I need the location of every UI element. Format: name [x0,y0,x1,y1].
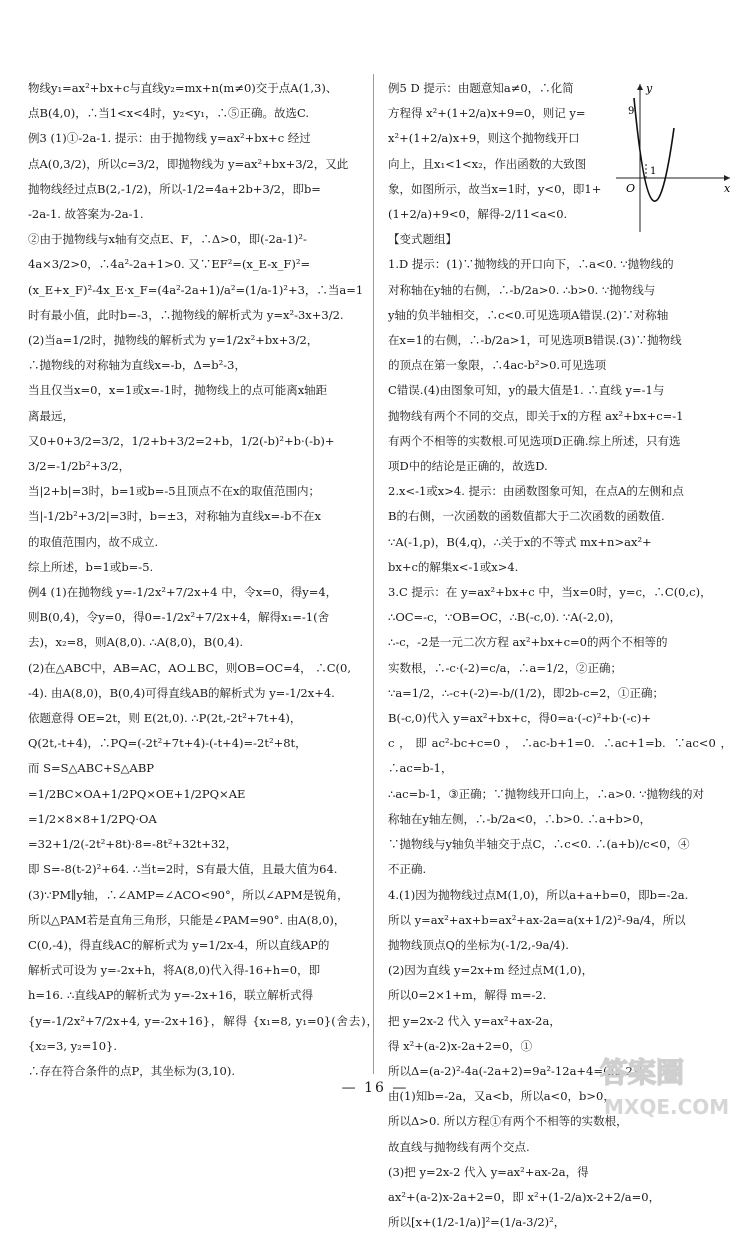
left-column-line: Q(2t,-t+4)，∴PQ=(-2t²+7t+4)-(-t+4)=-2t²+8t， [28,736,307,751]
left-column-line: 当|2+b|=3时，b=1或b=-5且顶点不在x的取值范围内； [28,484,321,499]
graph-tick-1: 1 [650,166,657,177]
left-column-line: (x_E+x_F)²-4x_E·x_F=(4a²-2a+1)/a²=(1/a-1)²+3，∴当a=1 [28,282,364,297]
parabola-graph [612,78,736,236]
right-column-line: 【变式题组】 [388,232,457,247]
left-column-line: h=16. ∴直线AP的解析式为 y=-2x+16，联立解析式得 [28,988,314,1003]
left-column-line: 解析式可设为 y=-2x+h，将A(8,0)代入得-16+h=0，即 [28,963,321,978]
right-column-line: 所以 y=ax²+ax+b=ax²+ax-2a=a(x+1/2)²-9a/4，所以 [388,912,686,927]
right-column-line: B的右侧，一次函数的函数值都大于二次函数的函数值. [388,509,665,524]
watermark-logo [590,1042,740,1122]
left-column-line: 所以△PAM若是直角三角形，只能是∠PAM=90°. 由A(8,0)， [28,912,346,927]
watermark-top-text: 答案圈 [600,1056,685,1089]
right-column-line: (2)因为直线 y=2x+m 经过点M(1,0)， [388,963,594,978]
right-column-line: 的顶点在第一象限，∴4ac-b²>0.可见选项 [388,358,607,373]
left-column-line: 物线y₁=ax²+bx+c与直线y₂=mx+n(m≠0)交于点A(1,3)、 [28,81,338,95]
left-column-line: ∴抛物线的对称轴为直线x=-b，Δ=b²-3， [28,358,246,373]
right-column-line: 3.C 提示：在 y=ax²+bx+c 中，当x=0时，y=c，∴C(0,c)， [388,585,712,600]
right-column-line: 所以[x+(1/2-1/a)]²=(1/a-3/2)²， [388,1215,566,1230]
y-axis-arrow-icon [637,84,643,90]
left-column-line: 当|-1/2b²+3/2|=3时，b=±3，对称轴为直线x=-b不在x [28,509,322,524]
graph-tick-9: 9 [628,106,635,117]
right-column-line: 所以Δ=(a-2)²-4a(-2a+2)=9a²-12a+4=(3a-2)²， [388,1063,654,1078]
left-column-line: 点A(0,3/2)，所以c=3/2，即抛物线为 y=ax²+bx+3/2，又此 [28,156,349,171]
left-column-line: 则B(0,4)，令y=0，得0=-1/2x²+7/2x+4，解得x₁=-1(舍 [28,610,330,625]
right-column-line: 把 y=2x-2 代入 y=ax²+ax-2a， [388,1013,561,1028]
right-column-line: x²+(1+2/a)x+9，则这个抛物线开口 [388,131,580,146]
watermark-bottom-text: MXQE.COM [604,1095,730,1119]
left-column-line: 抛物线经过点B(2,-1/2)，所以-1/2=4a+2b+3/2，即b= [28,181,321,196]
left-column-line: (3)∵PM∥y轴，∴∠AMP=∠ACO<90°，所以∠APM是锐角， [28,887,349,902]
left-column-line: 时有最小值，此时b=-3，∴抛物线的解析式为 y=x²-3x+3/2. [28,307,344,322]
right-column-line: 在x=1的右侧，∴-b/2a>1，可见选项B错误.(3)∵抛物线 [388,333,682,348]
right-column-line: B(-c,0)代入 y=ax²+bx+c，得0=a·(-c)²+b·(-c)+ [388,711,651,726]
right-column-line: 方程得 x²+(1+2/a)x+9=0，则记 y= [388,106,586,121]
right-column-line: (3)把 y=2x-2 代入 y=ax²+ax-2a，得 [388,1164,589,1179]
right-column-line: 向上，且x₁<1<x₂，作出函数的大致图 [388,156,587,171]
right-column-line: bx+c的解集x<-1或x>4. [388,559,519,574]
right-column-line: ∵A(-1,p)，B(4,q)，∴关于x的不等式 mx+n>ax²+ [388,534,652,549]
right-column-line: c，即ac²-bc+c=0，∴ac-b+1=0. ∴ac+1=b. ∵ac<0，∴ac=b-1， [388,736,732,776]
left-column-line: ∴存在符合条件的点P，其坐标为(3,10). [28,1063,235,1078]
graph-x-label: x [724,182,731,195]
right-column-line: 得 x²+(a-2)x-2a+2=0，① [388,1038,533,1053]
right-column-line: 对称轴在y轴的右侧，∴-b/2a>0. ∴b>0. ∵抛物线与 [388,282,656,297]
left-column-line: {y=-1/2x²+7/2x+4, y=-2x+16}，解得 {x₁=8, y₁=0}(舍去)，{x₂=3, y₂=10}. [28,1013,378,1053]
left-column-line: =1/2BC×OA+1/2PQ×OE+1/2PQ×AE [28,786,246,801]
right-column-line: ∴-c，-2是一元二次方程 ax²+bx+c=0的两个不相等的 [388,635,668,650]
left-column-line: 而 S=S△ABC+S△ABP [28,761,155,776]
right-column-line: 所以0=2×1+m，解得 m=-2. [388,988,547,1003]
left-column-line: 去)，x₂=8，则A(8,0). ∴A(8,0)，B(0,4). [28,635,244,650]
right-column-line: y轴的负半轴相交，∴c<0.可见选项A错误.(2)∵对称轴 [388,307,669,322]
left-column-line: ②由于抛物线与x轴有交点E、F，∴Δ>0，即(-2a-1)²- [28,232,307,247]
left-column-line: 即 S=-8(t-2)²+64. ∴当t=2时，S有最大值，且最大值为64. [28,862,338,877]
graph-y-label: y [646,82,653,95]
left-column [28,76,378,1084]
right-column-line: C错误.(4)由图象可知，y的最大值是1. ∴直线 y=-1与 [388,383,665,398]
left-column-line: =32+1/2(-2t²+8t)·8=-8t²+32t+32， [28,837,238,852]
right-column-line: ∵a=1/2，∴-c+(-2)=-b/(1/2)，即2b-c=2，①正确； [388,685,664,700]
right-column-line: 抛物线顶点Q的坐标为(-1/2,-9a/4). [388,937,569,952]
left-column-line: 例3 (1)①-2a-1. 提示：由于抛物线 y=ax²+bx+c 经过 [28,131,311,146]
right-column-line: 象，如图所示，故当x=1时，y<0，即1+ [388,181,602,196]
x-axis-arrow-icon [724,175,730,181]
right-column-line: 故直线与抛物线有两个交点. [388,1139,530,1154]
left-column-line: -2a-1. 故答案为-2a-1. [28,207,144,222]
right-column-line: ax²+(a-2)x-2a+2=0，即 x²+(1-2/a)x-2+2/a=0， [388,1189,661,1204]
right-column-line: 抛物线有两个不同的交点，即关于x的方程 ax²+bx+c=-1 [388,408,684,423]
left-column-line: 离最远， [28,408,74,423]
left-column-line: 又0+0+3/2=3/2，1/2+b+3/2=2+b，1/2(-b)²+b·(-b)+ [28,433,335,448]
left-column-line: 例4 (1)在抛物线 y=-1/2x²+7/2x+4 中，令x=0，得y=4， [28,585,338,600]
right-column-line: 实数根，∴-c·(-2)=c/a，∴a=1/2，②正确； [388,660,622,675]
left-column-line: 3/2=-1/2b²+3/2， [28,459,131,474]
right-column-line: (1+2/a)+9<0，解得-2/11<a<0. [388,207,568,222]
right-column-line: 项D中的结论是正确的，故选D. [388,459,548,474]
left-column-line: 依题意得 OE=2t，则 E(2t,0). ∴P(2t,-2t²+7t+4)， [28,711,302,726]
left-column-line: C(0,-4)，得直线AC的解析式为 y=1/2x-4，所以直线AP的 [28,937,330,952]
right-column-line: 有两个不相等的实数根.可见选项D正确.综上所述，只有选 [388,433,681,448]
left-column-line: 的取值范围内，故不成立. [28,534,159,549]
right-column-line: 由(1)知b=-2a，又a<b，所以a<0，b>0， [388,1089,615,1104]
right-column-line: 所以Δ>0. 所以方程①有两个不相等的实数根， [388,1114,628,1129]
right-column-line: 不正确. [388,862,427,877]
right-column-line: 例5 D 提示：由题意知a≠0，∴化简 [388,81,574,95]
page-number: — 16 — [341,1080,409,1096]
right-column-line: 4.(1)因为抛物线过点M(1,0)，所以a+a+b=0，即b=-2a. [388,887,689,902]
left-column-line: =1/2×8×8+1/2PQ·OA [28,811,157,826]
left-column-line: 点B(4,0)，∴当1<x<4时，y₂<y₁，∴⑤正确。故选C. [28,106,309,121]
left-column-line: (2)当a=1/2时，抛物线的解析式为 y=1/2x²+bx+3/2， [28,333,319,348]
right-column-line: 2.x<-1或x>4. 提示：由函数图象可知，在点A的左侧和点 [388,484,684,499]
left-column-line: (2)在△ABC中，AB=AC，AO⊥BC，则OB=OC=4， ∴C(0, [28,660,352,675]
left-column-line: -4). 由A(8,0)，B(0,4)可得直线AB的解析式为 y=-1/2x+4. [28,685,335,700]
right-column-line: ∵抛物线与y轴负半轴交于点C，∴c<0. ∴(a+b)/c<0，④ [388,837,690,852]
left-column-line: 当且仅当x=0，x=1或x=-1时，抛物线上的点可能离x轴距 [28,383,328,398]
left-column-line: 4a×3/2>0，∴4a²-2a+1>0. 又∵EF²=(x_E-x_F)²= [28,257,311,272]
left-column-line: 综上所述，b=1或b=-5. [28,559,154,574]
right-column-line: 称轴在y轴左侧，∴-b/2a<0，∴b>0. ∴a+b>0， [388,811,652,826]
graph-origin-label: O [626,182,636,195]
right-column-line: ∴OC=-c，∵OB=OC，∴B(-c,0). ∵A(-2,0)， [388,610,622,625]
right-column-line: 1.D 提示：(1)∵抛物线的开口向下，∴a<0. ∵抛物线的 [388,257,674,272]
right-column-line: ∴ac=b-1，③正确；∵抛物线开口向上，∴a>0. ∵抛物线的对 [388,786,705,801]
